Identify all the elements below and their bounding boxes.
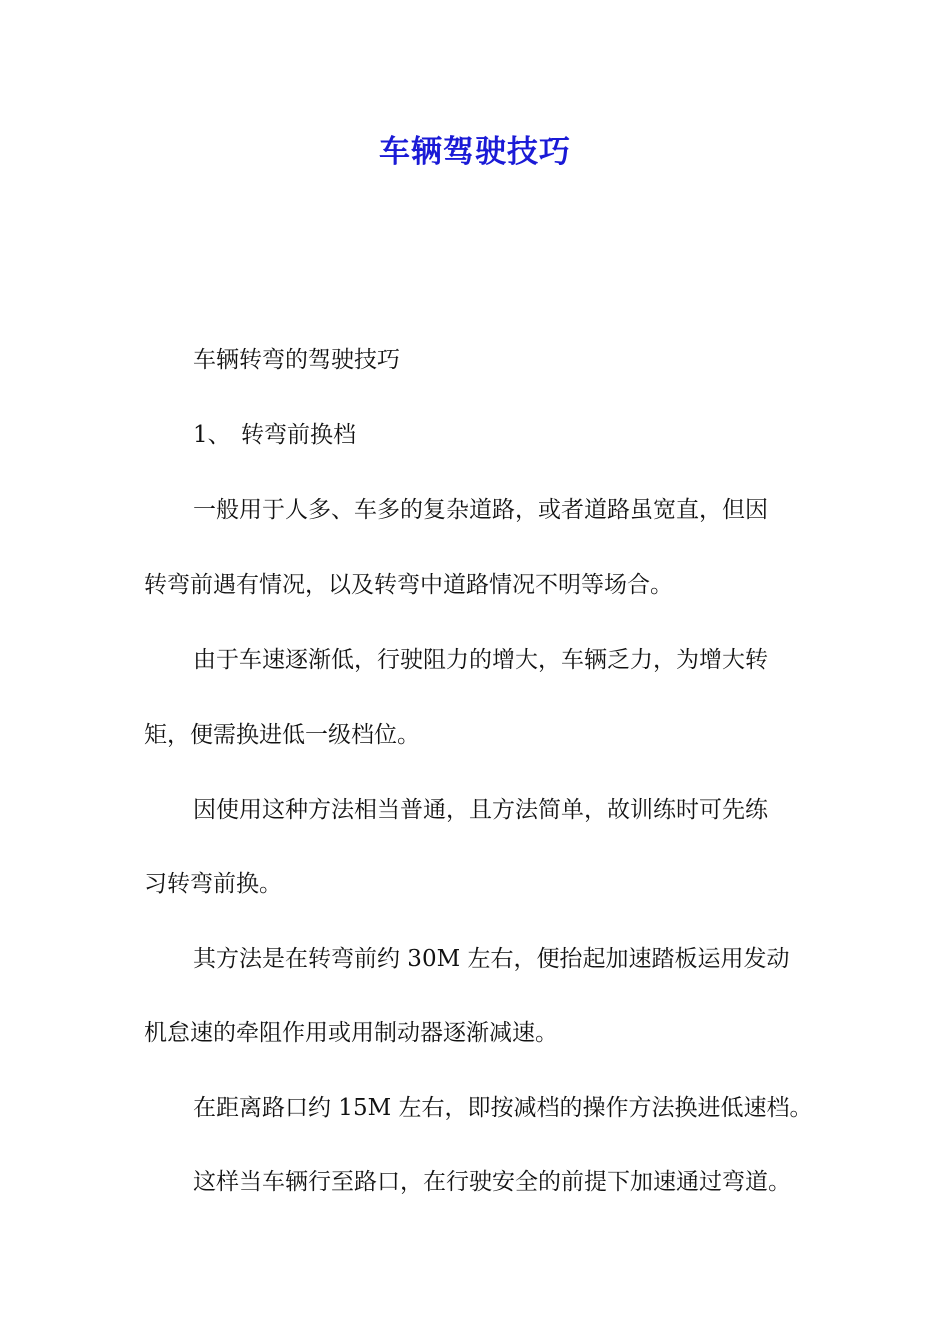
subsection-heading: [193, 415, 806, 455]
paragraph-line: 习转弯前换。: [144, 871, 282, 897]
subsection-label: 转弯前换档: [241, 422, 356, 448]
paragraph-line: 转弯前遇有情况，以及转弯中道路情况不明等场合。: [144, 572, 673, 598]
paragraph-line: 其方法是在转弯前约 30M 左右，便抬起加速踏板运用发动: [193, 946, 790, 972]
paragraph-line: 一般用于人多、车多的复杂道路，或者道路虽宽直，但因: [193, 497, 768, 523]
subsection-number: 1、: [193, 422, 231, 448]
paragraph-line: 这样当车辆行至路口，在行驶安全的前提下加速通过弯道。: [193, 1169, 791, 1195]
paragraph-line: 由于车速逐渐低，行驶阻力的增大，车辆乏力，为增大转: [193, 647, 768, 673]
document-title: 车辆驾驶技巧: [379, 134, 571, 170]
paragraph-line: 在距离路口约 15M 左右，即按减档的操作方法换进低速档。: [193, 1095, 813, 1121]
paragraph-line: 因使用这种方法相当普通，且方法简单，故训练时可先练: [193, 797, 768, 823]
section-heading: 车辆转弯的驾驶技巧: [193, 347, 400, 373]
paragraph-line: 矩，便需换进低一级档位。: [144, 722, 420, 748]
paragraph-line: 机怠速的牵阻作用或用制动器逐渐减速。: [144, 1020, 558, 1046]
